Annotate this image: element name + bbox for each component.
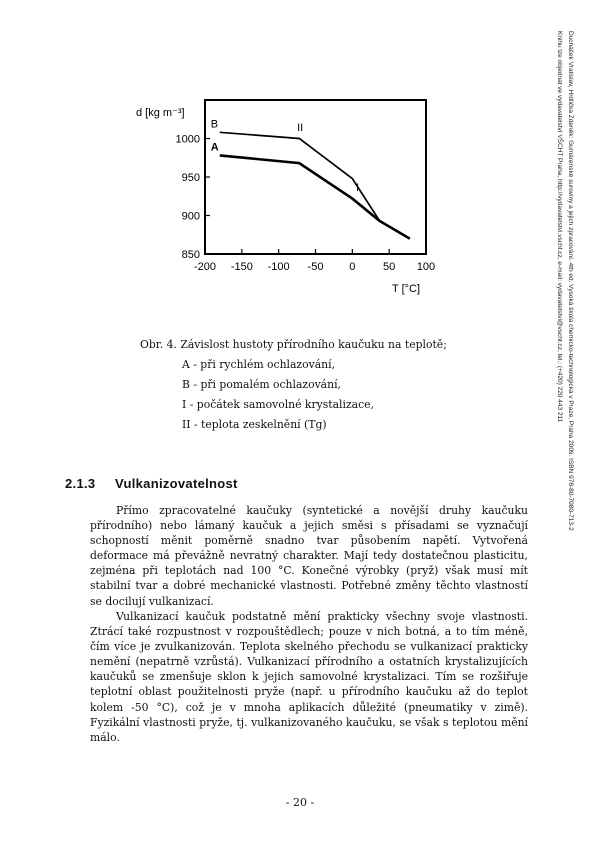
x-tick-label: 50 — [383, 261, 396, 273]
citation-sidebar — [542, 30, 600, 630]
section-heading — [65, 476, 238, 491]
section-title: Vulkanizovatelnost — [115, 476, 238, 491]
caption-item-i: I - počátek samovolné krystalizace, — [182, 398, 374, 411]
x-tick-label: -150 — [230, 261, 253, 273]
citation-line: Ducháček Vratislav, Hrdlička Zdeněk: Gumárenské suroviny a jejich zpracování. 4th ed. Vysoká škola chemicko-technologická v Praze, Praha 2009. ISBN 978-80-7080-713-2 — [567, 31, 574, 531]
series-label-a: A — [210, 141, 219, 154]
density-temperature-chart — [130, 92, 450, 302]
x-tick-label: -50 — [307, 261, 324, 273]
paragraph-1-text: Přímo zpracovatelné kaučuky (syntetické a novější druhy kaučuku přírodního) nebo lámaný kaučuk a jejich směsi s přísadami se vyznačují schopností měnit poměrně snadno tvar působením napětí. Vytvořená deformace má převážně nevratný charakter. Mají tedy dostatečnou plasticitu, zejména při teplotách nad 100 °C. Konečné výrobky (pryž) však musí mít stabilní tvar a dobré mechanické vlastnosti. Potřebné změny těchto vlastností se docilují vulkanizací. — [90, 504, 528, 608]
x-tick-label: -100 — [267, 261, 290, 273]
x-axis-label: T [°C] — [392, 283, 421, 295]
y-tick-label: 850 — [181, 249, 200, 261]
plot-frame — [205, 100, 426, 254]
caption-item-ii: II - teplota zeskelnění (Tg) — [182, 418, 327, 431]
x-tick-label: 100 — [416, 261, 436, 273]
section-number: 2.1.3 — [65, 476, 96, 491]
paragraph-2-text: Vulkanizací kaučuk podstatně mění prakticky všechny svoje vlastnosti. Ztrácí také rozpustnost v rozpouštědlech; pouze v nich botná, a to tím méně, čím více je zvulkanizován. Teplota skelného přechodu se vulkanizací prakticky nemění (nepatrně vzrůstá). Vulkanizací přírodního a ostatních krystalizujících kaučuků se zmenšuje sklon k jejich samovolné krystalizaci. Tím se rozšiřuje teplotní oblast použitelnosti pryže (např. u přírodního kaučuku až do teplot kolem -50 °C), což je v mnoha aplikacích důležité (pneumatiky v zimě). Fyzikální vlastnosti pryže, tj. vulkanizovaného kaučuku, se však s teplotou mění málo. — [90, 610, 528, 744]
page-number: - 20 - — [285, 796, 315, 809]
paragraph-1 — [90, 503, 528, 609]
caption-title: Obr. 4. Závislost hustoty přírodního kaučuku na teplotě; — [140, 338, 447, 351]
paragraph-2 — [90, 609, 528, 745]
caption-item-a: A - při rychlém ochlazování, — [182, 358, 335, 371]
y-tick-label: 900 — [181, 210, 200, 223]
caption-item-b: B - při pomalém ochlazování, — [182, 378, 341, 391]
annotation-label: I — [356, 181, 360, 194]
x-tick-label: -200 — [193, 261, 217, 273]
order-info-line: Knihu lze objednat ve vydavatelství VŠCHT Praha, http://vydavatelstvi.vscht.cz, e-mail: vydavatelstvi@vscht.cz, tel.: (+420) 220 443 211 — [556, 31, 563, 423]
figure-caption — [140, 335, 540, 435]
annotation-label: II — [297, 121, 304, 134]
series-line-a — [220, 155, 410, 238]
y-tick-label: 950 — [181, 172, 200, 184]
x-tick-label: 0 — [349, 261, 356, 273]
series-label-b: B — [210, 118, 219, 131]
y-tick-label: 1000 — [175, 133, 200, 146]
y-axis-label: d [kg m⁻³] — [136, 107, 185, 119]
series-line-b — [220, 132, 410, 238]
